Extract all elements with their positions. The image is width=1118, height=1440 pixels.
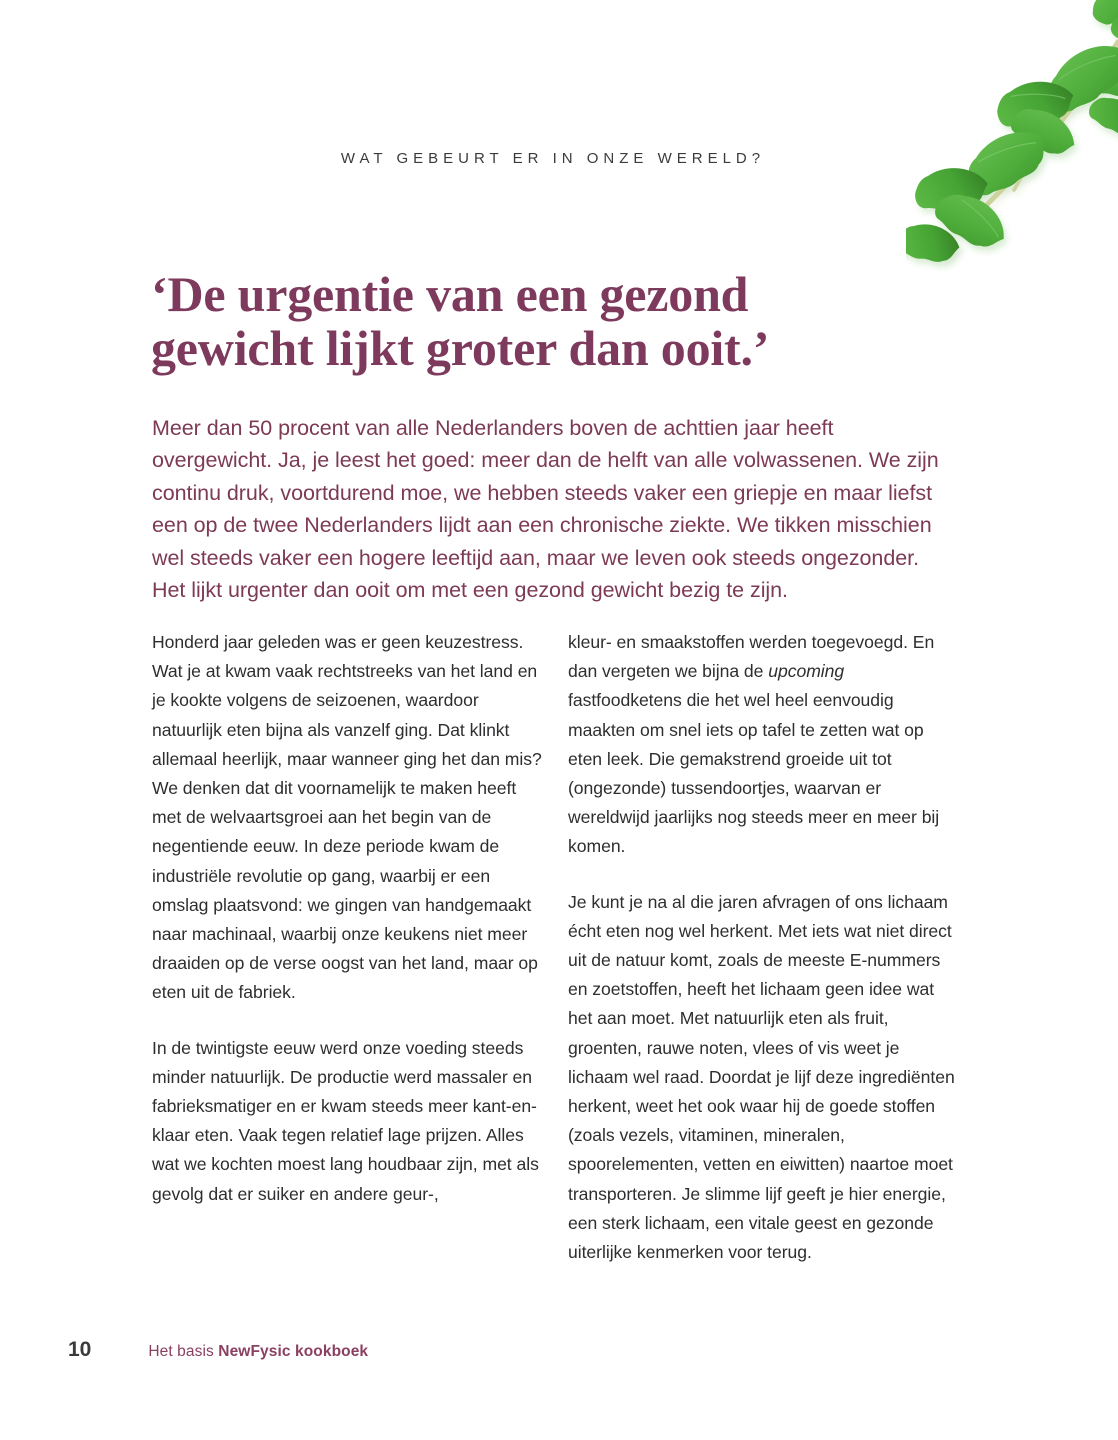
body-columns [152,628,962,1308]
body-text-run: fastfoodketens die het wel heel eenvoudig maakten om snel iets op tafel te zetten wat op eten leek. Die gemakstrend groeide uit tot (ongezonde) tussendoortjes, waarvan er wereldwijd jaarlijks nog steeds meer en meer bij komen. [568,690,940,857]
body-column-right [568,628,960,1267]
page-headline [151,267,871,375]
running-head-plain: Het basis [148,1343,219,1360]
body-paragraph: Honderd jaar geleden was er geen keuzestress. Wat je at kwam vaak rechtstreeks van het land en je kookte volgens de seizoenen, waardoor natuurlijk eten bijna als vanzelf ging. Dat klinkt allemaal heerlijk, maar wanneer ging het dan mis? We denken dat dit voornamelijk te maken heeft met de welvaartsgroei aan het begin van de negentiende eeuw. In deze periode kwam de industriële revolutie op gang, waarbij er een omslag plaatsvond: we gingen van handgemaakt naar machinaal, waarbij onze keukens niet meer draaiden op de verse oogst van het land, maar op eten uit de fabriek. [152,632,542,1003]
running-head [148,1343,368,1361]
body-paragraph [568,628,960,862]
headline-line-2: gewicht lijkt groter dan ooit.’ [151,319,770,376]
running-head-title: NewFysic kookboek [218,1343,369,1360]
body-paragraph: In de twintigste eeuw werd onze voeding steeds minder natuurlijk. De productie werd massaler en fabrieksmatiger en er kwam steeds meer kant-en-klaar eten. Vaak tegen relatief lage prijzen. Alles wat we kochten moest lang houdbaar zijn, met als gevolg dat er suiker en andere geur-, [152,1037,539,1204]
page-number: 10 [68,1338,92,1361]
page-footer [68,1338,368,1362]
body-text-run: kleur- en smaakstoffen werden toegevoegd. En dan vergeten we bijna de [568,632,935,682]
section-kicker: WAT GEBEURT ER IN ONZE WERELD? [340,150,766,167]
headline-line-1: ‘De urgentie van een gezond [151,265,749,322]
body-text-emphasis: upcoming [768,661,845,682]
body-paragraph: Je kunt je na al die jaren afvragen of ons lichaam écht eten nog wel herkent. Met iets wat niet direct uit de natuur komt, zoals de meeste E-nummers en zoetstoffen, heeft het lichaam geen idee wat het aan moet. Met natuurlijk eten als fruit, groenten, rauwe noten, vlees of vis weet je lichaam wel raad. Doordat je lijf deze ingrediënten herkent, weet het ook waar hij de goede stoffen (zoals vezels, vitaminen, mineralen, spoorelementen, vetten en eiwitten) naartoe moet transporteren. Je slimme lijf geeft je hier energie, een sterk lichaam, een vitale geest en gezonde uiterlijke kenmerken voor terug. [568,891,955,1263]
body-column-left [152,628,544,1209]
intro-paragraph: Meer dan 50 procent van alle Nederlanders boven de achttien jaar heeft overgewicht. Ja, je leest het goed: meer dan de helft van alle volwassenen. We zijn continu druk, voortdurend moe, we hebben steeds vaker een griepje en maar liefst een op de twee Nederlanders lijdt aan een chronische ziekte. We tikken misschien wel steeds vaker een hogere leeftijd aan, maar we leven ook steeds ongezonder. Het lijkt urgenter dan ooit om met een gezond gewicht bezig te zijn. [152,415,939,603]
